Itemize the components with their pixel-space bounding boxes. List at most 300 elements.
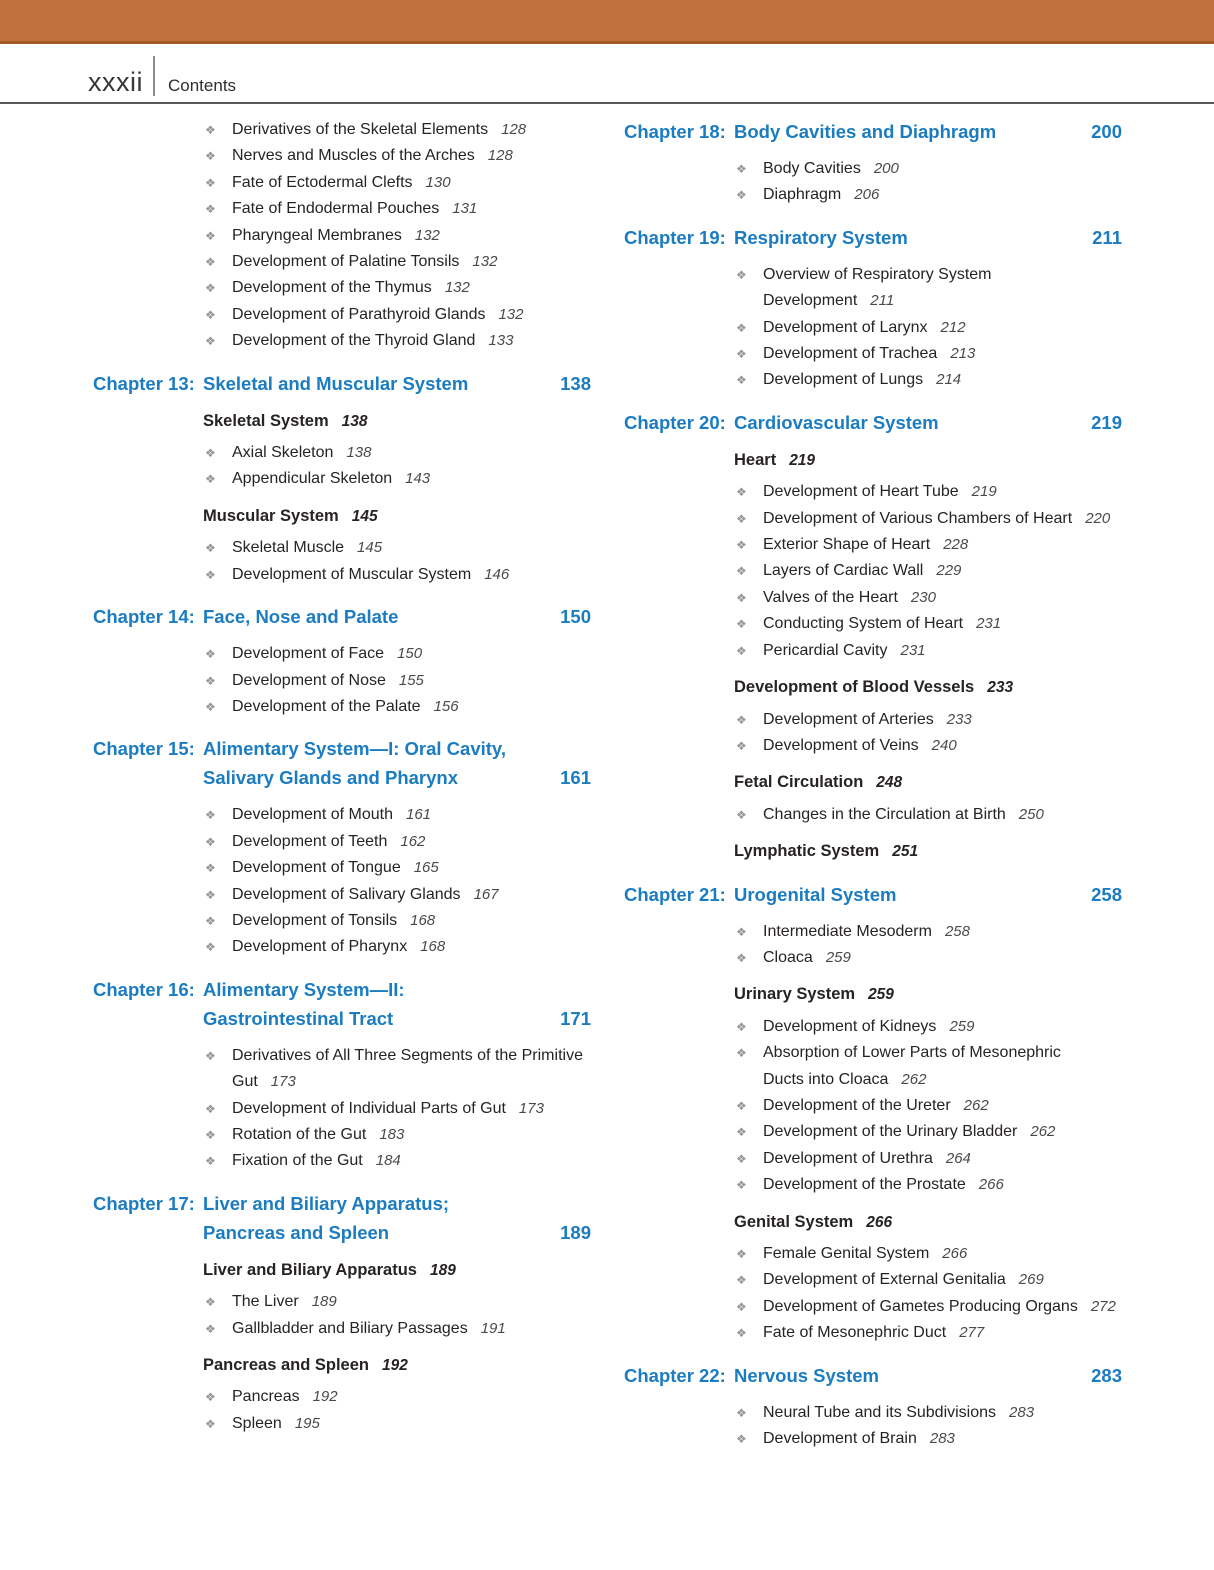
toc-item-text: Development of Lungs [763, 371, 924, 389]
toc-item-page-number: 219 [971, 483, 997, 501]
toc-item [93, 1148, 591, 1174]
toc-item-page-number: 155 [398, 671, 424, 689]
toc-item-page-number: 264 [945, 1149, 971, 1167]
toc-item [624, 1093, 1122, 1119]
toc-item-text: Development of Pharynx [232, 938, 408, 956]
toc-item [624, 558, 1122, 584]
toc-item-page-number: 206 [854, 186, 880, 204]
toc-item [93, 641, 591, 667]
toc-item [624, 733, 1122, 759]
chapter-entry [624, 223, 1122, 252]
diamond-bullet-icon: ❖ [736, 924, 747, 939]
diamond-bullet-icon: ❖ [205, 334, 216, 349]
toc-item [93, 223, 591, 249]
toc-item-text: Development of Urethra [763, 1149, 933, 1167]
toc-item-page-number: 228 [943, 536, 969, 554]
toc-item-page-number: 184 [375, 1152, 401, 1170]
toc-item-page-number: 183 [379, 1125, 405, 1143]
toc-item-text: Development of Parathyroid Glands [232, 305, 486, 323]
toc-item-page-number: 250 [1018, 805, 1044, 823]
toc-item [93, 934, 591, 960]
diamond-bullet-icon: ❖ [736, 320, 747, 335]
toc-item-text: Development of Teeth [232, 832, 388, 850]
toc-item [93, 1289, 591, 1315]
toc-item [624, 182, 1122, 208]
toc-item-page-number: 173 [270, 1073, 296, 1091]
toc-item [93, 143, 591, 169]
toc-item-page-number: 200 [873, 160, 899, 177]
chapter-label: Chapter 21: [624, 883, 726, 905]
toc-item-page-number: 143 [405, 470, 431, 488]
toc-item-text: Fate of Mesonephric Duct [763, 1324, 947, 1342]
diamond-bullet-icon: ❖ [736, 347, 747, 362]
toc-item [93, 117, 591, 143]
toc-item-page-number: 168 [420, 938, 446, 956]
diamond-bullet-icon: ❖ [205, 699, 216, 714]
diamond-bullet-icon: ❖ [736, 485, 747, 500]
subheading-text: Liver and Biliary Apparatus [203, 1260, 417, 1279]
chapter-label: Chapter 17: [93, 1192, 195, 1214]
diamond-bullet-icon: ❖ [736, 712, 747, 727]
toc-item-page-number: 161 [405, 806, 432, 824]
chapter-label: Chapter 15: [93, 738, 195, 760]
toc-body [0, 104, 1214, 1456]
toc-item-text: Overview of Respiratory System Development [763, 265, 992, 310]
toc-item [93, 249, 591, 275]
header-divider [153, 56, 155, 96]
chapter-entry [93, 369, 591, 398]
toc-item-page-number: 266 [978, 1176, 1004, 1194]
diamond-bullet-icon: ❖ [736, 267, 747, 282]
toc-item-text: Development of the Prostate [763, 1176, 966, 1194]
chapter-label: Chapter 19: [624, 226, 726, 248]
toc-item-list [624, 919, 1122, 972]
toc-item-page-number: 130 [425, 173, 451, 191]
toc-item [624, 919, 1122, 945]
toc-item [624, 1267, 1122, 1293]
diamond-bullet-icon: ❖ [205, 307, 216, 322]
toc-item-page-number: 195 [294, 1414, 320, 1432]
toc-item-page-number: 272 [1090, 1297, 1116, 1315]
toc-item [624, 1320, 1122, 1346]
toc-item-page-number: 262 [1030, 1123, 1056, 1141]
chapter-page-number: 138 [560, 372, 591, 394]
toc-item-text: Development of the Thyroid Gland [232, 332, 476, 350]
toc-item-page-number: 212 [940, 318, 966, 336]
chapter-entry [93, 1189, 591, 1247]
contents-running-head: Contents [168, 76, 237, 95]
diamond-bullet-icon: ❖ [736, 1326, 747, 1341]
toc-item-text: Development of Brain [763, 1430, 917, 1448]
section-subheading [734, 769, 1122, 796]
subheading-text: Genital System [734, 1212, 854, 1231]
toc-item-list [624, 707, 1122, 760]
toc-item-text: Female Genital System [763, 1245, 930, 1262]
toc-item-text: Fixation of the Gut [232, 1152, 363, 1170]
toc-item [624, 479, 1122, 505]
toc-item-list [93, 117, 591, 355]
diamond-bullet-icon: ❖ [736, 807, 747, 822]
toc-item-list [93, 1384, 591, 1437]
subheading-text: Muscular System [203, 506, 339, 525]
toc-item [93, 668, 591, 694]
diamond-bullet-icon: ❖ [736, 188, 747, 203]
toc-item-text: Development of Arteries [763, 710, 934, 728]
toc-item-page-number: 231 [900, 641, 926, 659]
toc-item-text: Spleen [232, 1414, 282, 1432]
toc-item-text: Development of Tongue [232, 859, 401, 877]
subheading-page-number: 233 [987, 679, 1014, 697]
diamond-bullet-icon: ❖ [736, 590, 747, 605]
subheading-page-number: 138 [341, 412, 368, 430]
diamond-bullet-icon: ❖ [205, 228, 216, 243]
diamond-bullet-icon: ❖ [736, 643, 747, 658]
chapter-page-number: 161 [560, 767, 591, 789]
chapter-title: Body Cavities and Diaphragm [734, 121, 997, 142]
toc-item [93, 694, 591, 720]
toc-item-page-number: 133 [488, 332, 514, 350]
toc-item [93, 1122, 591, 1148]
toc-item-text: Development of Individual Parts of Gut [232, 1099, 506, 1117]
diamond-bullet-icon: ❖ [736, 564, 747, 579]
subheading-page-number: 145 [351, 507, 378, 525]
chapter-page-number: 258 [1091, 883, 1122, 905]
toc-item-page-number: 168 [410, 911, 436, 929]
toc-item-text: Body Cavities [763, 160, 861, 177]
chapter-entry [93, 975, 591, 1033]
chapter-label: Chapter 16: [93, 978, 195, 1000]
toc-item-page-number: 230 [910, 588, 936, 606]
toc-item-text: Neural Tube and its Subdivisions [763, 1403, 997, 1421]
toc-item-text: Absorption of Lower Parts of Mesonephric Ducts into Cloaca [763, 1044, 1061, 1088]
subheading-page-number: 219 [789, 451, 816, 469]
toc-item-page-number: 213 [950, 345, 976, 363]
diamond-bullet-icon: ❖ [736, 1432, 747, 1447]
toc-item-page-number: 229 [936, 562, 962, 580]
toc-item-text: Skeletal Muscle [232, 539, 345, 557]
chapter-page-number: 283 [1091, 1364, 1122, 1386]
toc-item-page-number: 189 [311, 1293, 337, 1311]
toc-item-page-number: 233 [946, 710, 972, 728]
toc-item-page-number: 132 [414, 226, 440, 244]
toc-item [624, 1400, 1122, 1426]
chapter-title: Cardiovascular System [734, 411, 939, 433]
toc-item-text: Development of Kidneys [763, 1017, 937, 1035]
diamond-bullet-icon: ❖ [205, 255, 216, 270]
toc-item [93, 882, 591, 908]
diamond-bullet-icon: ❖ [205, 913, 216, 928]
diamond-bullet-icon: ❖ [205, 149, 216, 164]
toc-item [624, 1119, 1122, 1145]
chapter-title: Alimentary System—II: Gastrointestinal Tract [203, 978, 405, 1029]
toc-item-text: Gallbladder and Biliary Passages [232, 1319, 468, 1337]
toc-item-text: Development of Veins [763, 736, 919, 754]
section-subheading [734, 447, 1122, 474]
chapter-title: Skeletal and Muscular System [203, 372, 469, 394]
toc-item [624, 156, 1122, 182]
toc-item-text: Rotation of the Gut [232, 1125, 367, 1143]
toc-item-page-number: 283 [1009, 1403, 1035, 1421]
toc-item [93, 1043, 591, 1096]
toc-item-page-number: 220 [1085, 509, 1111, 527]
toc-item [93, 562, 591, 588]
toc-item-list [624, 802, 1122, 828]
diamond-bullet-icon: ❖ [205, 861, 216, 876]
toc-item-list [93, 1289, 591, 1342]
chapter-entry [624, 1361, 1122, 1390]
section-subheading [734, 1209, 1122, 1236]
diamond-bullet-icon: ❖ [205, 1101, 216, 1116]
diamond-bullet-icon: ❖ [205, 123, 216, 137]
toc-item-page-number: 146 [484, 565, 510, 583]
toc-item [93, 802, 591, 828]
toc-item [624, 532, 1122, 558]
diamond-bullet-icon: ❖ [205, 1321, 216, 1336]
toc-item [93, 466, 591, 492]
chapter-entry [624, 408, 1122, 437]
chapter-page-number: 171 [560, 1007, 591, 1029]
diamond-bullet-icon: ❖ [736, 373, 747, 388]
diamond-bullet-icon: ❖ [205, 1127, 216, 1142]
diamond-bullet-icon: ❖ [736, 617, 747, 632]
toc-item-text: Diaphragm [763, 186, 842, 204]
toc-item [93, 302, 591, 328]
chapter-label: Chapter 18: [624, 121, 726, 142]
toc-item [624, 638, 1122, 664]
toc-item-text: Derivatives of All Three Segments of the Primitive Gut [232, 1046, 583, 1091]
diamond-bullet-icon: ❖ [736, 1178, 747, 1193]
toc-item-list [624, 1400, 1122, 1453]
chapter-title: Urogenital System [734, 883, 897, 905]
toc-item-page-number: 259 [825, 948, 851, 966]
chapter-title: Liver and Biliary Apparatus; Pancreas and Spleen [203, 1192, 450, 1243]
toc-item-text: Appendicular Skeleton [232, 470, 393, 488]
toc-item-page-number: 173 [518, 1099, 544, 1117]
toc-item [624, 1014, 1122, 1040]
chapter-entry [93, 734, 591, 792]
section-subheading [203, 1352, 591, 1379]
toc-item [624, 1294, 1122, 1320]
toc-item-list [93, 440, 591, 493]
toc-item-text: Valves of the Heart [763, 588, 898, 606]
section-subheading [203, 408, 591, 435]
chapter-title: Nervous System [734, 1364, 879, 1386]
diamond-bullet-icon: ❖ [205, 1390, 216, 1405]
chapter-page-number: 211 [1092, 226, 1122, 248]
toc-item-text: Development of the Urinary Bladder [763, 1123, 1018, 1141]
toc-column-right [624, 117, 1122, 1456]
toc-item-text: Development of Mouth [232, 806, 393, 824]
toc-item [93, 196, 591, 222]
chapter-entry [93, 602, 591, 631]
diamond-bullet-icon: ❖ [736, 1273, 747, 1288]
diamond-bullet-icon: ❖ [736, 1247, 747, 1261]
toc-item-page-number: 259 [949, 1017, 975, 1035]
subheading-page-number: 266 [866, 1213, 893, 1231]
subheading-text: Heart [734, 450, 777, 469]
diamond-bullet-icon: ❖ [736, 1019, 747, 1034]
toc-item [93, 1384, 591, 1410]
chapter-label: Chapter 14: [93, 606, 195, 628]
toc-column-left [93, 117, 591, 1456]
chapter-page-number: 189 [560, 1221, 591, 1243]
chapter-page-number: 150 [560, 606, 591, 628]
toc-item-text: Axial Skeleton [232, 444, 334, 462]
toc-item [93, 328, 591, 354]
toc-item-page-number: 211 [870, 292, 895, 310]
toc-item-text: Nerves and Muscles of the Arches [232, 147, 475, 165]
toc-item-page-number: 156 [433, 697, 459, 715]
toc-item-text: Changes in the Circulation at Birth [763, 805, 1006, 823]
toc-item [93, 829, 591, 855]
toc-item-list [93, 641, 591, 720]
toc-item [93, 535, 591, 561]
toc-item-page-number: 191 [480, 1319, 506, 1337]
toc-item-text: Development of Gametes Producing Organs [763, 1297, 1078, 1315]
toc-item [624, 341, 1122, 367]
toc-item [624, 585, 1122, 611]
diamond-bullet-icon: ❖ [205, 1295, 216, 1310]
chapter-page-number: 219 [1091, 411, 1122, 433]
toc-item [624, 1426, 1122, 1452]
chapter-entry [624, 880, 1122, 909]
chapter-label: Chapter 20: [624, 411, 726, 433]
toc-item-page-number: 162 [400, 832, 426, 850]
toc-item-text: Development of Larynx [763, 318, 928, 336]
toc-item-text: Cloaca [763, 948, 813, 966]
toc-item-text: Development of the Palate [232, 697, 421, 715]
toc-item [624, 1146, 1122, 1172]
toc-item [624, 262, 1122, 315]
diamond-bullet-icon: ❖ [736, 162, 747, 176]
toc-item-list [93, 535, 591, 588]
toc-item [93, 440, 591, 466]
toc-item [624, 1172, 1122, 1198]
chapter-entry [624, 117, 1122, 146]
diamond-bullet-icon: ❖ [736, 1405, 747, 1420]
diamond-bullet-icon: ❖ [736, 538, 747, 553]
diamond-bullet-icon: ❖ [736, 1299, 747, 1314]
diamond-bullet-icon: ❖ [736, 1125, 747, 1140]
subheading-page-number: 248 [876, 774, 903, 792]
diamond-bullet-icon: ❖ [205, 567, 216, 582]
toc-item-text: Pancreas [232, 1388, 300, 1406]
toc-item-text: Fate of Endodermal Pouches [232, 200, 440, 218]
toc-item-page-number: 145 [357, 539, 383, 557]
diamond-bullet-icon: ❖ [205, 281, 216, 296]
toc-item [624, 802, 1122, 828]
toc-item [93, 1316, 591, 1342]
toc-item-text: Development of Muscular System [232, 565, 472, 583]
toc-item-page-number: 214 [936, 371, 962, 389]
diamond-bullet-icon: ❖ [736, 1046, 747, 1061]
diamond-bullet-icon: ❖ [205, 472, 216, 487]
toc-item-list [93, 1043, 591, 1175]
toc-item-page-number: 269 [1018, 1271, 1044, 1289]
toc-item [93, 275, 591, 301]
diamond-bullet-icon: ❖ [205, 1048, 216, 1063]
toc-item-page-number: 165 [413, 859, 439, 877]
diamond-bullet-icon: ❖ [205, 1416, 216, 1431]
toc-item [624, 611, 1122, 637]
toc-item-text: Development of the Ureter [763, 1096, 951, 1114]
subheading-text: Urinary System [734, 985, 856, 1004]
section-subheading [734, 674, 1122, 701]
diamond-bullet-icon: ❖ [736, 738, 747, 753]
toc-item-text: Development of Face [232, 645, 385, 663]
toc-item-page-number: 262 [901, 1070, 927, 1088]
toc-item-list [93, 802, 591, 960]
folio-page-number: xxxii [88, 67, 143, 97]
chapter-title: Face, Nose and Palate [203, 606, 399, 628]
toc-item-page-number: 277 [959, 1324, 985, 1342]
toc-item-text: Development of Tonsils [232, 911, 398, 929]
subheading-text: Fetal Circulation [734, 773, 864, 792]
diamond-bullet-icon: ❖ [205, 202, 216, 217]
toc-item-page-number: 258 [944, 922, 970, 940]
toc-item [624, 367, 1122, 393]
subheading-text: Skeletal System [203, 411, 329, 430]
toc-item-page-number: 131 [452, 200, 478, 218]
toc-item-text: Intermediate Mesoderm [763, 922, 932, 940]
toc-item-text: Development of Salivary Glands [232, 885, 461, 903]
page-header [0, 44, 1214, 102]
toc-item [624, 506, 1122, 532]
subheading-page-number: 192 [382, 1357, 408, 1374]
toc-item-text: Development of External Genitalia [763, 1271, 1006, 1289]
toc-item-text: The Liver [232, 1293, 299, 1311]
toc-item-text: Fate of Ectodermal Clefts [232, 173, 413, 191]
header-bar [0, 0, 1214, 44]
toc-item-page-number: 167 [473, 885, 499, 903]
toc-item [624, 1040, 1122, 1093]
toc-item-text: Derivatives of the Skeletal Elements [232, 121, 489, 138]
diamond-bullet-icon: ❖ [205, 175, 216, 190]
toc-item [624, 945, 1122, 971]
section-subheading [203, 1257, 591, 1284]
diamond-bullet-icon: ❖ [205, 940, 216, 955]
diamond-bullet-icon: ❖ [205, 541, 216, 556]
toc-item [624, 707, 1122, 733]
diamond-bullet-icon: ❖ [205, 673, 216, 688]
toc-item-text: Development of Palatine Tonsils [232, 253, 460, 271]
chapter-title: Respiratory System [734, 226, 908, 248]
toc-item-page-number: 192 [312, 1388, 338, 1406]
toc-item-page-number: 128 [501, 121, 527, 138]
toc-item-text: Layers of Cardiac Wall [763, 562, 924, 580]
toc-item-page-number: 138 [346, 444, 372, 462]
toc-item-text: Exterior Shape of Heart [763, 536, 931, 554]
subheading-text: Development of Blood Vessels [734, 678, 975, 697]
section-subheading [734, 981, 1122, 1008]
diamond-bullet-icon: ❖ [736, 511, 747, 526]
toc-item-list [624, 156, 1122, 209]
toc-item [93, 1096, 591, 1122]
toc-item-page-number: 240 [931, 736, 957, 754]
toc-item [93, 1411, 591, 1437]
diamond-bullet-icon: ❖ [205, 887, 216, 902]
chapter-label: Chapter 22: [624, 1364, 726, 1386]
toc-item-text: Development of Heart Tube [763, 483, 959, 501]
subheading-page-number: 189 [429, 1261, 456, 1279]
toc-item [93, 908, 591, 934]
toc-item [624, 1241, 1122, 1267]
toc-item-page-number: 150 [397, 645, 423, 663]
toc-item-list [624, 479, 1122, 664]
toc-item-list [624, 262, 1122, 394]
diamond-bullet-icon: ❖ [736, 1098, 747, 1113]
toc-item-text: Development of Trachea [763, 345, 938, 363]
